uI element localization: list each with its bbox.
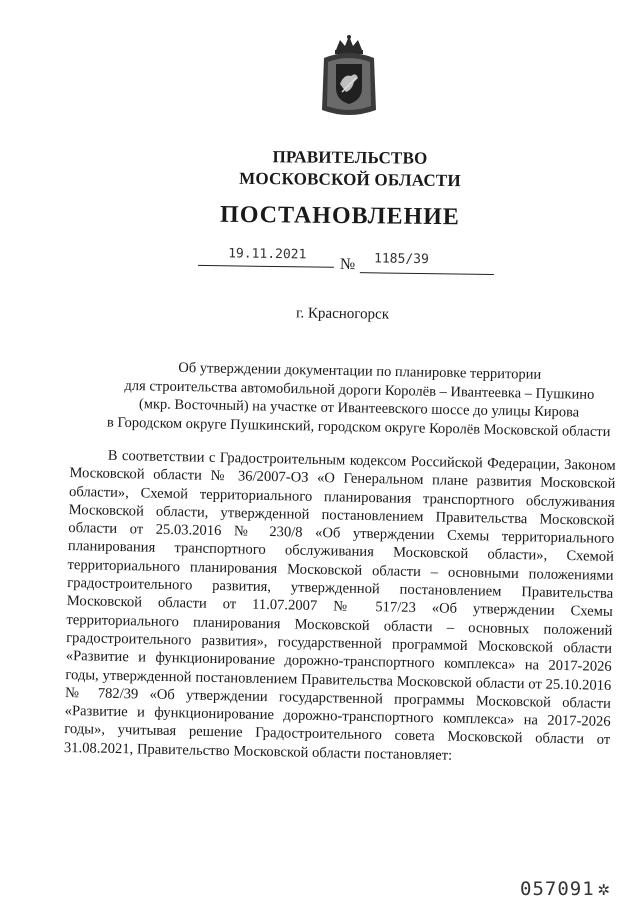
subject-line: для строительства автомобильной дороги Королёв – Ивантеевка – Пушкино	[124, 377, 595, 403]
document-subject	[79, 357, 640, 442]
star-icon: ✲	[597, 876, 611, 900]
organization-name-line1: ПРАВИТЕЛЬСТВО	[272, 147, 428, 168]
city-name: г. Красногорск	[295, 305, 390, 323]
date-number-line	[198, 246, 498, 280]
subject-line: Об утверждении документации по планировке территории	[178, 359, 542, 383]
serial-stamp	[520, 876, 611, 900]
document-number: 1185/39	[373, 251, 429, 268]
subject-line: в Городском округе Пушкинский, городском округе Королёв Московской области	[106, 414, 611, 440]
document-type-title: ПОСТАНОВЛЕНИЕ	[219, 201, 461, 231]
document-date: 19.11.2021	[228, 246, 307, 263]
coat-of-arms-icon	[318, 34, 380, 118]
number-sign: №	[339, 255, 356, 274]
subject-line: (мкр. Восточный) на участке от Ивантеевского шоссе до улицы Кирова	[138, 396, 580, 421]
preamble-paragraph: В соответствии с Градостроительным кодексом Российской Федерации, Законом Московской области № 36/2007-ОЗ «О Генеральном плане развития Московской области», Схемой территориального планирования транспортного обслуживания Московской области, утвержденной постановлением Правительства Московской области от 25.03.2016 № 230/8 «Об утверждении Схемы территориального планирования транспортного обслуживания Московской области», Схемой территориального планирования Московской области – основными положениями градостроительного развития, утвержденной постановлением Правительства Московской области от 11.07.2007 № 517/23 «Об утверждении Схемы территориального планирования Московской области – основных положений градостроительного развития», государственной программой Московской области «Развитие и функционирование дорожно-транспортного комплекса» на 2017-2026 годы, утвержденной постановлением Правительства Московской области от 25.10.2016 № 782/39 «Об утверждении государственной программы Московской области «Развитие и функционирование дорожно-транспортного комплекса» на 2017-2026 годы», учитывая решение Градостроительного совета Московской области от 31.08.2021, Правительство Московской области постановляет:	[63, 447, 616, 764]
serial-number: 057091	[520, 878, 595, 900]
date-underline	[198, 265, 334, 268]
number-underline	[360, 272, 494, 275]
organization-name-line2: МОСКОВСКОЙ ОБЛАСТИ	[239, 168, 461, 191]
